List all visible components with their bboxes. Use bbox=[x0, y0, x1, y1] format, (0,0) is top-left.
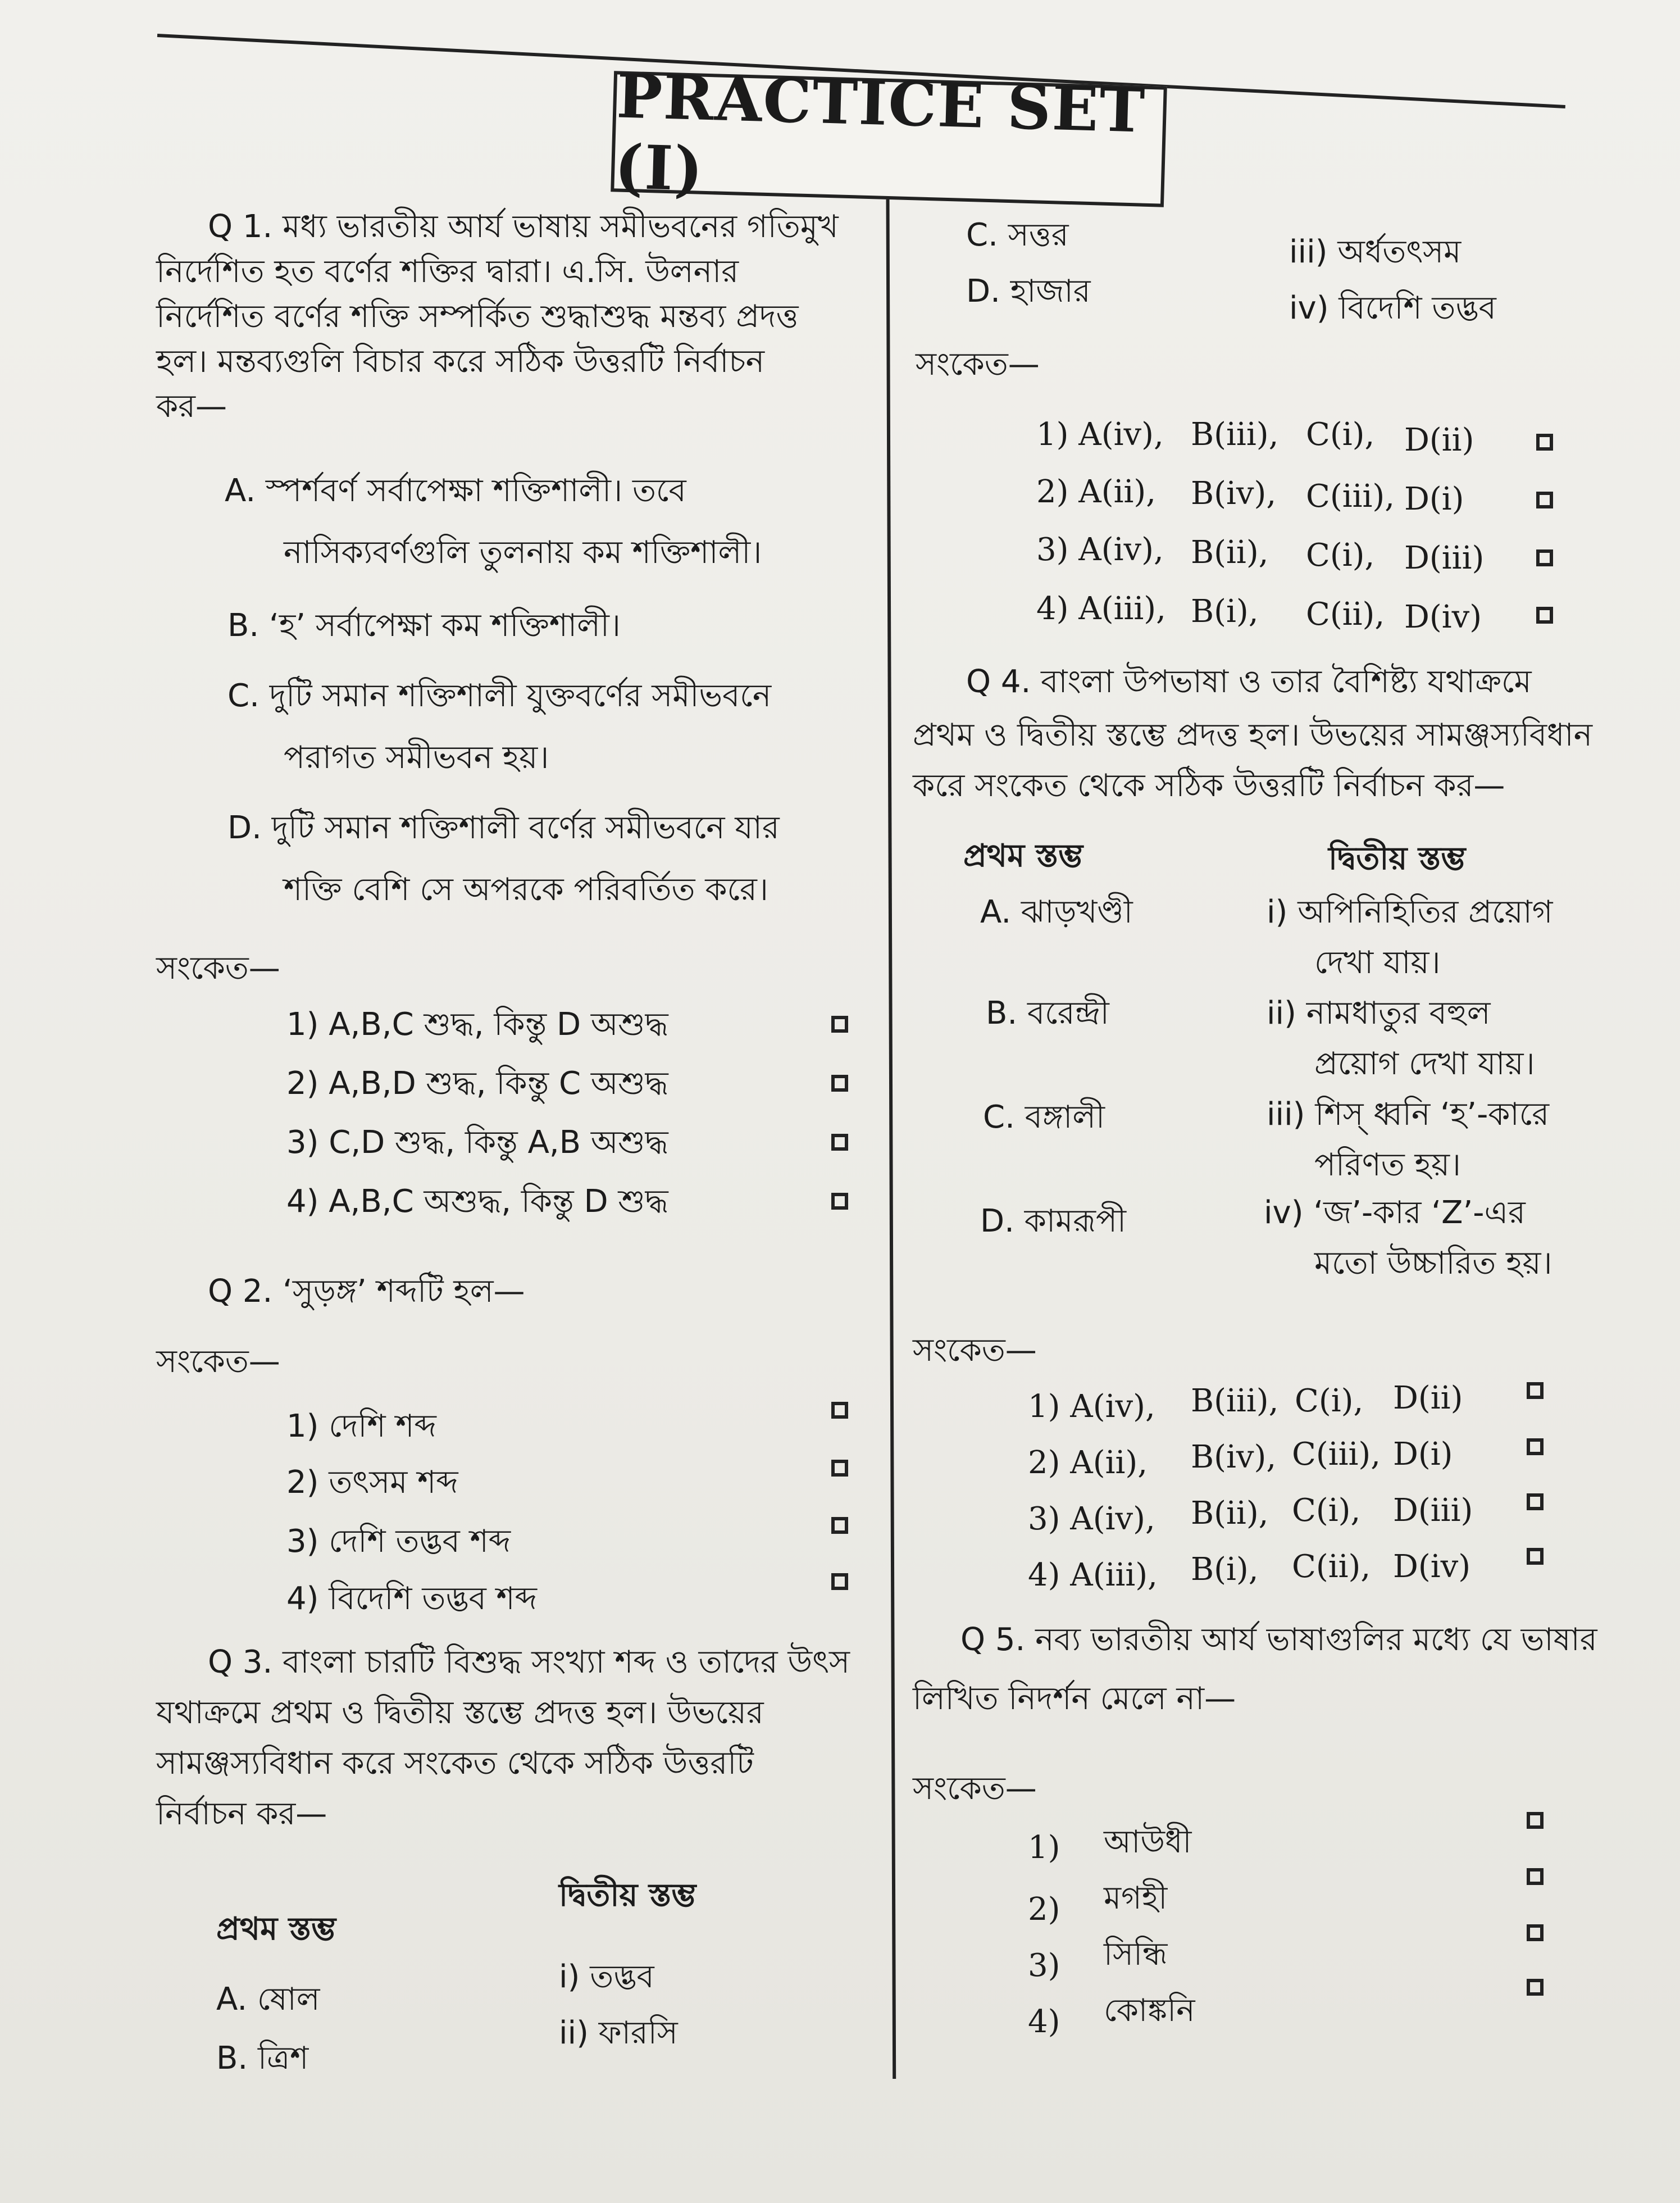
q3-option-2-checkbox[interactable] bbox=[1536, 492, 1553, 508]
q1-statement-c-cont: পরাগত সমীভবন হয়। bbox=[284, 739, 549, 776]
q4-option-2-c: C(iii), bbox=[1292, 1436, 1381, 1473]
q1-option-3: 3) C,D শুদ্ধ, কিন্তু A,B অশুদ্ধ bbox=[286, 1124, 668, 1161]
q3-option-1-c: C(i), bbox=[1306, 416, 1375, 453]
q2-code-label: সংকেত— bbox=[156, 1343, 280, 1380]
q5-option-4-label: কোঙ্কনি bbox=[1104, 1992, 1195, 2029]
q3-option-4-c: C(ii), bbox=[1306, 596, 1385, 633]
q4-col1-item-b: B. বরেন্দ্রী bbox=[986, 995, 1109, 1032]
q3-option-3-a: 3) A(iv), bbox=[1036, 532, 1164, 568]
q5-stem-line-2: লিখিত নিদর্শন মেলে না— bbox=[913, 1680, 1236, 1717]
q4-option-4-a: 4) A(iii), bbox=[1028, 1557, 1158, 1593]
q4-option-4-checkbox[interactable] bbox=[1527, 1548, 1544, 1565]
q4-stem-line-2: প্রথম ও দ্বিতীয় স্তম্ভে প্রদত্ত হল। উভয়ের সামঞ্জস্যবিধান bbox=[913, 717, 1593, 753]
q3-option-2-c: C(iii), bbox=[1306, 478, 1395, 515]
q1-statement-c: C. দুটি সমান শক্তিশালী যুক্তবর্ণের সমীভবনে bbox=[227, 678, 772, 714]
q3-code-label: সংকেত— bbox=[916, 346, 1040, 383]
q4-col2-item-iv-cont: মতো উচ্চারিত হয়। bbox=[1314, 1245, 1552, 1282]
q1-option-4-checkbox[interactable] bbox=[831, 1193, 848, 1210]
q2-option-2: 2) তৎসম শব্দ bbox=[286, 1464, 458, 1501]
q3-col1-item-a: A. ষোল bbox=[216, 1981, 320, 2018]
q2-option-4: 4) বিদেশি তদ্ভব শব্দ bbox=[286, 1580, 538, 1617]
column-divider bbox=[886, 84, 896, 2079]
q3-option-4-b: B(i), bbox=[1191, 593, 1259, 630]
q4-col2-item-iv: iv) ‘জ’-কার ‘Z’-এর bbox=[1264, 1194, 1526, 1231]
q4-option-1-c: C(i), bbox=[1295, 1383, 1364, 1419]
q5-option-3-number: 3) bbox=[1028, 1947, 1060, 1984]
q1-option-1: 1) A,B,C শুদ্ধ, কিন্তু D অশুদ্ধ bbox=[286, 1006, 668, 1043]
q3-option-2-b: B(iv), bbox=[1191, 475, 1277, 512]
q5-option-2-number: 2) bbox=[1028, 1891, 1060, 1928]
q1-option-4: 4) A,B,C অশুদ্ধ, কিন্তু D শুদ্ধ bbox=[286, 1183, 668, 1220]
q5-option-2-label: মগহী bbox=[1104, 1880, 1168, 1916]
q4-option-3-d: D(iii) bbox=[1393, 1492, 1473, 1529]
q5-option-2-checkbox[interactable] bbox=[1527, 1868, 1544, 1885]
q1-stem-line-3: নির্দেশিত বর্ণের শক্তি সম্পর্কিত শুদ্ধাশুদ্ধ মন্তব্য প্রদত্ত bbox=[156, 298, 799, 335]
q4-option-2-checkbox[interactable] bbox=[1527, 1438, 1544, 1455]
q1-statement-b: B. ‘হ’ সর্বাপেক্ষা কম শক্তিশালী। bbox=[227, 607, 621, 644]
q1-code-label: সংকেত— bbox=[156, 950, 280, 987]
q4-option-1-b: B(iii), bbox=[1191, 1383, 1279, 1419]
q1-statement-a: A. স্পর্শবর্ণ সর্বাপেক্ষা শক্তিশালী। তবে bbox=[225, 473, 686, 509]
q3-option-3-checkbox[interactable] bbox=[1536, 549, 1553, 566]
q2-option-1-checkbox[interactable] bbox=[831, 1402, 848, 1419]
q4-column-1-heading: প্রথম স্তম্ভ bbox=[963, 838, 1083, 874]
q5-option-4-checkbox[interactable] bbox=[1527, 1979, 1544, 1996]
q1-stem-line-1: Q 1. মধ্য ভারতীয় আর্য ভাষায় সমীভবনের গতিমুখ bbox=[208, 208, 839, 245]
q5-option-1-checkbox[interactable] bbox=[1527, 1812, 1544, 1829]
q1-option-1-checkbox[interactable] bbox=[831, 1016, 848, 1033]
q4-option-2-d: D(i) bbox=[1393, 1436, 1453, 1473]
q3-column-2-heading: দ্বিতীয় স্তম্ভ bbox=[559, 1877, 696, 1914]
q3-option-3-b: B(ii), bbox=[1191, 534, 1269, 571]
q4-col2-item-i: i) অপিনিহিতির প্রয়োগ bbox=[1267, 894, 1553, 930]
q1-stem-line-5: কর— bbox=[156, 388, 227, 425]
q4-col2-item-i-cont: দেখা যায়। bbox=[1314, 944, 1441, 981]
q4-col2-item-ii: ii) নামধাতুর বহুল bbox=[1267, 995, 1491, 1032]
q3-col1-item-c: C. সত্তর bbox=[966, 217, 1069, 253]
q3-option-4-d: D(iv) bbox=[1404, 599, 1482, 635]
q5-option-4-number: 4) bbox=[1028, 2004, 1060, 2040]
q4-col2-item-iii-cont: পরিণত হয়। bbox=[1314, 1147, 1461, 1183]
q4-col1-item-d: D. কামরূপী bbox=[980, 1203, 1127, 1239]
q3-option-2-a: 2) A(ii), bbox=[1036, 474, 1157, 510]
q5-code-label: সংকেত— bbox=[913, 1770, 1037, 1807]
q4-option-4-b: B(i), bbox=[1191, 1551, 1259, 1588]
q3-stem-line-3: সামঞ্জস্যবিধান করে সংকেত থেকে সঠিক উত্তরটি bbox=[156, 1745, 754, 1782]
q3-column-1-heading: প্রথম স্তম্ভ bbox=[216, 1911, 336, 1947]
q5-stem-line-1: Q 5. নব্য ভারতীয় আর্য ভাষাগুলির মধ্যে যে ভাষার bbox=[960, 1621, 1597, 1658]
q4-option-3-checkbox[interactable] bbox=[1527, 1493, 1544, 1510]
q4-option-2-b: B(iv), bbox=[1191, 1439, 1277, 1475]
q3-option-3-c: C(i), bbox=[1306, 537, 1375, 574]
q3-col2-item-i: i) তদ্ভব bbox=[559, 1959, 654, 1995]
q3-option-2-d: D(i) bbox=[1404, 481, 1464, 517]
q5-option-1-label: আউধী bbox=[1104, 1824, 1192, 1860]
q3-col2-item-iv: iv) বিদেশি তদ্ভব bbox=[1289, 290, 1496, 326]
q3-col2-item-ii: ii) ফারসি bbox=[559, 2015, 678, 2051]
q3-col1-item-b: B. ত্রিশ bbox=[216, 2040, 309, 2077]
q1-statement-d-cont: শক্তি বেশি সে অপরকে পরিবর্তিত করে। bbox=[284, 871, 768, 908]
q4-option-3-c: C(i), bbox=[1292, 1492, 1361, 1529]
page-title: PRACTICE SET (I) bbox=[613, 60, 1147, 205]
q1-option-3-checkbox[interactable] bbox=[831, 1134, 848, 1151]
q1-option-2-checkbox[interactable] bbox=[831, 1075, 848, 1092]
q4-option-2-a: 2) A(ii), bbox=[1028, 1445, 1148, 1481]
q2-option-3-checkbox[interactable] bbox=[831, 1517, 848, 1534]
q4-option-1-a: 1) A(iv), bbox=[1028, 1388, 1155, 1425]
q3-option-1-checkbox[interactable] bbox=[1536, 434, 1553, 451]
title-box bbox=[611, 60, 1167, 207]
q4-option-3-a: 3) A(iv), bbox=[1028, 1501, 1155, 1537]
q5-option-3-label: সিন্ধি bbox=[1104, 1936, 1168, 1973]
q3-option-4-checkbox[interactable] bbox=[1536, 607, 1553, 624]
q2-option-3: 3) দেশি তদ্ভব শব্দ bbox=[286, 1523, 511, 1560]
q3-option-1-a: 1) A(iv), bbox=[1036, 416, 1164, 453]
q3-option-3-d: D(iii) bbox=[1404, 540, 1485, 576]
q4-stem-line-1: Q 4. বাংলা উপভাষা ও তার বৈশিষ্ট্য যথাক্রমে bbox=[966, 664, 1532, 700]
q3-option-1-d: D(ii) bbox=[1404, 422, 1474, 458]
q3-col2-item-iii: iii) অর্ধতৎসম bbox=[1289, 234, 1462, 270]
q4-column-2-heading: দ্বিতীয় স্তম্ভ bbox=[1328, 841, 1466, 877]
q3-stem-line-1: Q 3. বাংলা চারটি বিশুদ্ধ সংখ্যা শব্দ ও তাদের উৎস bbox=[208, 1644, 850, 1680]
q5-option-1-number: 1) bbox=[1028, 1829, 1060, 1866]
q2-option-2-checkbox[interactable] bbox=[831, 1460, 848, 1477]
q4-stem-line-3: করে সংকেত থেকে সঠিক উত্তরটি নির্বাচন কর— bbox=[913, 767, 1505, 804]
q1-statement-d: D. দুটি সমান শক্তিশালী বর্ণের সমীভবনে যার bbox=[227, 810, 780, 846]
q3-stem-line-4: নির্বাচন কর— bbox=[156, 1796, 327, 1832]
q4-col2-item-ii-cont: প্রয়োগ দেখা যায়। bbox=[1314, 1046, 1535, 1082]
q4-option-1-checkbox[interactable] bbox=[1527, 1382, 1544, 1399]
q1-stem-line-4: হল। মন্তব্যগুলি বিচার করে সঠিক উত্তরটি নির্বাচন bbox=[156, 343, 765, 380]
q2-stem: Q 2. ‘সুড়ঙ্গ’ শব্দটি হল— bbox=[208, 1273, 525, 1310]
q4-option-4-d: D(iv) bbox=[1393, 1548, 1471, 1585]
q4-col1-item-a: A. ঝাড়খণ্ডী bbox=[980, 894, 1133, 930]
q1-stem-line-2: নির্দেশিত হত বর্ণের শক্তির দ্বারা। এ.সি. উলনার bbox=[156, 253, 739, 290]
q4-code-label: সংকেত— bbox=[913, 1332, 1037, 1369]
q3-stem-line-2: যথাক্রমে প্রথম ও দ্বিতীয় স্তম্ভে প্রদত্ত হল। উভয়ের bbox=[156, 1695, 764, 1731]
q1-statement-a-cont: নাসিক্যবর্ণগুলি তুলনায় কম শক্তিশালী। bbox=[284, 534, 762, 571]
q4-col2-item-iii: iii) শিস্ ধ্বনি ‘হ’-কারে bbox=[1267, 1096, 1550, 1133]
q3-option-1-b: B(iii), bbox=[1191, 416, 1279, 453]
q2-option-1: 1) দেশি শব্দ bbox=[286, 1408, 436, 1445]
q3-col1-item-d: D. হাজার bbox=[966, 273, 1091, 310]
q4-col1-item-c: C. বঙ্গালী bbox=[983, 1099, 1105, 1135]
q4-option-1-d: D(ii) bbox=[1393, 1380, 1463, 1416]
q4-option-3-b: B(ii), bbox=[1191, 1495, 1269, 1532]
q5-option-3-checkbox[interactable] bbox=[1527, 1924, 1544, 1941]
q2-option-4-checkbox[interactable] bbox=[831, 1573, 848, 1590]
q4-option-4-c: C(ii), bbox=[1292, 1548, 1371, 1585]
q3-option-4-a: 4) A(iii), bbox=[1036, 591, 1166, 627]
q1-option-2: 2) A,B,D শুদ্ধ, কিন্তু C অশুদ্ধ bbox=[286, 1065, 668, 1102]
